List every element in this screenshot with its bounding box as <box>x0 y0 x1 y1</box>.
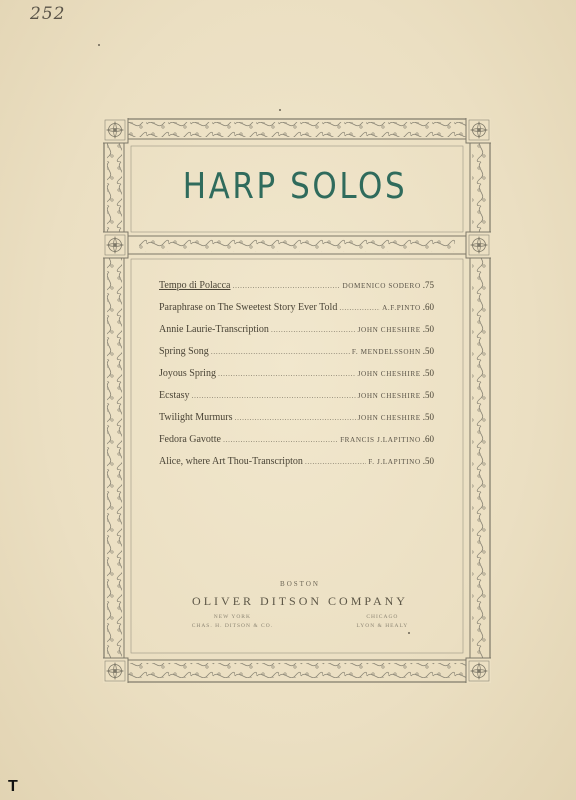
composer: JOHN CHESHIRE <box>357 326 421 334</box>
price: .50 <box>422 390 434 400</box>
branch-city: CHICAGO <box>366 614 399 620</box>
publisher-city: BOSTON <box>280 580 320 588</box>
piece-title: Annie Laurie-Transcription <box>159 324 269 335</box>
price: .50 <box>422 324 434 334</box>
speck <box>98 44 100 46</box>
price: .60 <box>422 302 434 312</box>
list-item <box>159 368 434 390</box>
leader-dots <box>218 369 356 378</box>
piece-title: Ecstasy <box>159 390 190 401</box>
list-item <box>159 346 434 368</box>
branch-city: NEW YORK <box>213 614 251 620</box>
leader-dots <box>339 303 380 312</box>
composer: DOMENICO SODERO <box>342 282 421 290</box>
speck <box>279 109 281 111</box>
piece-title: Twilight Murmurs <box>159 412 233 423</box>
price: .50 <box>422 412 434 422</box>
list-item <box>159 434 434 456</box>
leader-dots <box>271 325 356 334</box>
piece-title: Tempo di Polacca <box>159 280 231 291</box>
corner-mark: T <box>8 778 18 795</box>
piece-title: Spring Song <box>159 346 209 357</box>
leader-dots <box>192 391 356 400</box>
composer: JOHN CHESHIRE <box>357 414 421 422</box>
branch-office <box>192 613 273 631</box>
composer: FRANCIS J.LAPITINO <box>340 436 421 444</box>
branch-offices <box>150 613 450 631</box>
list-item <box>159 390 434 412</box>
composer: F. MENDELSSOHN <box>351 348 421 356</box>
list-item <box>159 302 434 324</box>
leader-dots <box>234 413 355 422</box>
leader-dots <box>233 281 341 290</box>
price: .50 <box>422 346 434 356</box>
leader-dots <box>223 435 338 444</box>
list-item <box>159 412 434 434</box>
leader-dots <box>305 457 366 466</box>
price: .60 <box>422 434 434 444</box>
composer: A.F.PINTO <box>382 304 421 312</box>
composer: F. J.LAPITINO <box>368 458 421 466</box>
price: .50 <box>422 368 434 378</box>
price: .75 <box>422 280 434 290</box>
piece-title: Joyous Spring <box>159 368 216 379</box>
branch-firm: CHAS. H. DITSON & CO. <box>191 623 274 629</box>
composer: JOHN CHESHIRE <box>357 392 421 400</box>
branch-office <box>356 613 408 631</box>
list-item <box>159 280 434 302</box>
piece-title: Fedora Gavotte <box>159 434 221 445</box>
piece-title: Paraphrase on The Sweetest Story Ever Told <box>159 302 338 313</box>
list-item <box>159 324 434 346</box>
handwritten-page-number: 252 <box>30 4 66 24</box>
composer: JOHN CHESHIRE <box>357 370 421 378</box>
page-title: HARP SOLOS <box>182 166 408 207</box>
branch-firm: LYON & HEALY <box>356 623 409 629</box>
publisher-imprint <box>150 580 450 631</box>
piece-title: Alice, where Art Thou-Transcripton <box>159 456 303 467</box>
price: .50 <box>422 456 434 466</box>
publisher-name: OLIVER DITSON COMPANY <box>192 594 408 608</box>
leader-dots <box>211 347 350 356</box>
list-item <box>159 456 434 478</box>
contents-list <box>159 280 434 478</box>
